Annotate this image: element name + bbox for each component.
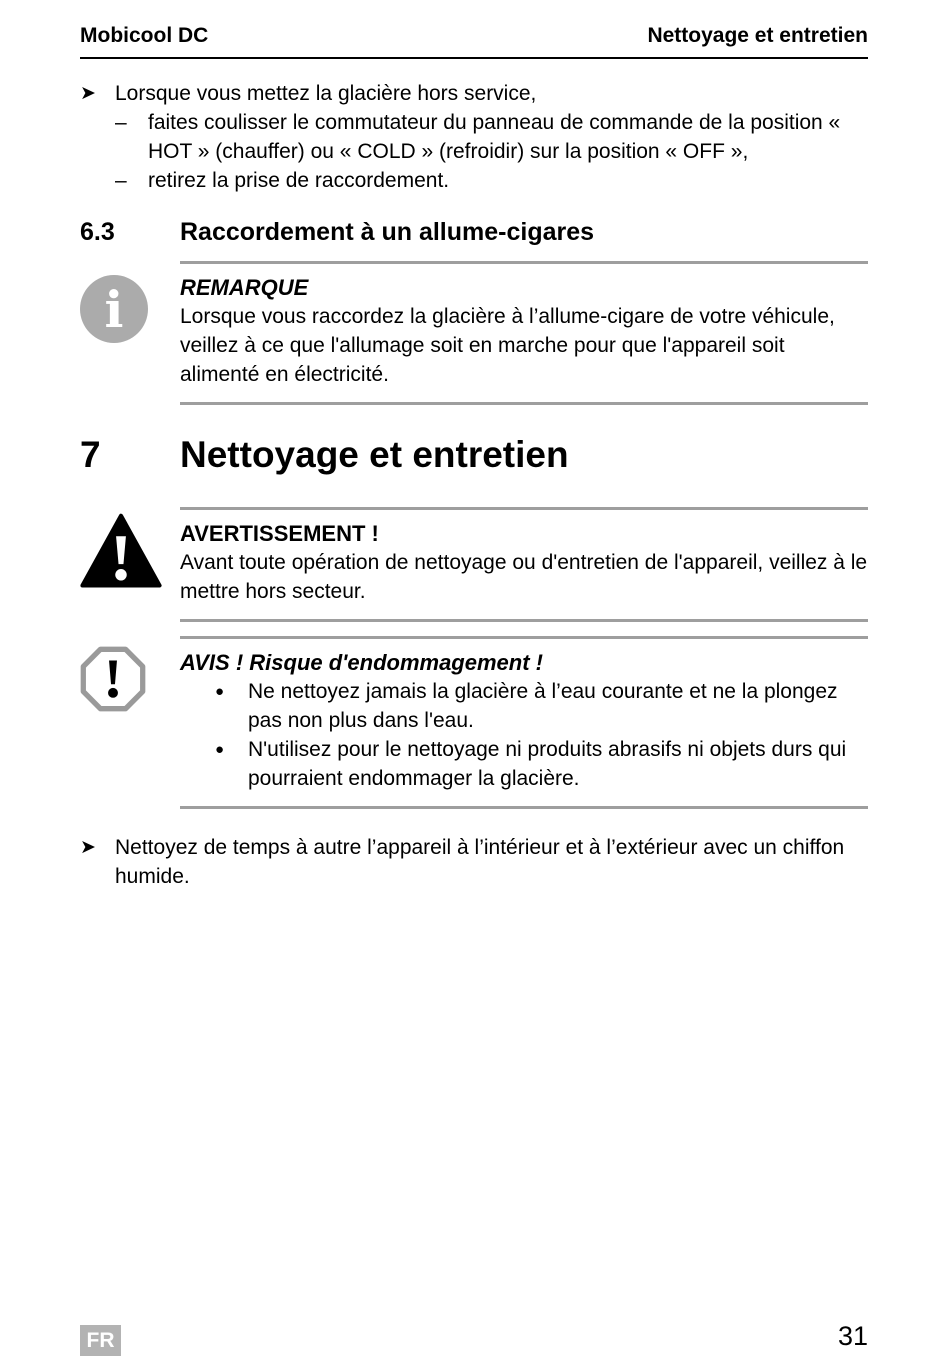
note-content (180, 507, 868, 622)
note-bullet-text: Ne nettoyez jamais la glacière à l’eau courante et ne la plongez pas non plus dans l'eau. (248, 680, 838, 732)
section-title: Raccordement à un allume-cigares (180, 218, 595, 246)
note-bullet-item (215, 735, 868, 793)
arrow-bullet-icon: ➤ (80, 83, 96, 104)
dash-bullet-icon: – (115, 111, 127, 134)
note-title: AVIS ! Risque d'endommagement ! (180, 650, 543, 675)
bullet-dot-icon: ● (215, 741, 225, 758)
note-content (180, 261, 868, 405)
note-avertissement (80, 507, 868, 622)
note-avis (80, 636, 868, 809)
section-heading-7 (80, 433, 868, 477)
note-bullet-item (215, 677, 868, 735)
bullet-dot-icon: ● (215, 683, 225, 700)
instruction-item (80, 79, 868, 195)
instruction-text: Nettoyez de temps à autre l’appareil à l’intérieur et à l’extérieur avec un chiffon humide. (115, 836, 845, 888)
section-heading-6-3 (80, 217, 868, 247)
warning-triangle-icon (80, 513, 162, 589)
instruction-lead: Lorsque vous mettez la glacière hors service, (115, 82, 537, 105)
header-chapter-name: Nettoyage et entretien (647, 24, 868, 47)
note-remarque (80, 261, 868, 405)
dash-bullet-icon: – (115, 169, 127, 192)
note-title: REMARQUE (180, 275, 309, 300)
note-content (180, 636, 868, 809)
note-body: Avant toute opération de nettoyage ou d'entretien de l'appareil, veillez à le mettre hors secteur. (180, 551, 868, 603)
arrow-bullet-icon: ➤ (80, 837, 96, 858)
note-body: Lorsque vous raccordez la glacière à l’allume-cigare de votre véhicule, veillez à ce que l'allumage soit en marche pour que l'appareil soit alimenté en électricité. (180, 305, 835, 386)
footer-page-number: 31 (837, 1321, 868, 1351)
note-icon-column (80, 636, 180, 809)
sub-instruction-text: faites coulisser le commutateur du panneau de commande de la position « HOT » (chauffer) ou « COLD » (refroidir) sur la position « OFF », (148, 111, 841, 163)
section-number: 6.3 (80, 218, 115, 246)
note-bullet-text: N'utilisez pour le nettoyage ni produits abrasifs ni objets durs qui pourraient endommager la glacière. (248, 738, 847, 790)
sub-instruction (115, 166, 868, 195)
sub-instruction (115, 108, 868, 166)
footer-language-badge: FR (80, 1325, 121, 1356)
note-title: AVERTISSEMENT ! (180, 521, 379, 546)
info-icon: i (80, 275, 148, 343)
page-header (80, 24, 868, 59)
note-icon-column (80, 261, 180, 405)
notice-octagon-icon (80, 646, 146, 712)
sub-instruction-text: retirez la prise de raccordement. (148, 169, 450, 192)
instruction-item (80, 833, 868, 891)
section-number: 7 (80, 434, 101, 475)
section-title: Nettoyage et entretien (180, 434, 569, 475)
header-product-name: Mobicool DC (80, 24, 209, 47)
note-icon-column (80, 507, 180, 622)
instruction-body (115, 79, 868, 195)
